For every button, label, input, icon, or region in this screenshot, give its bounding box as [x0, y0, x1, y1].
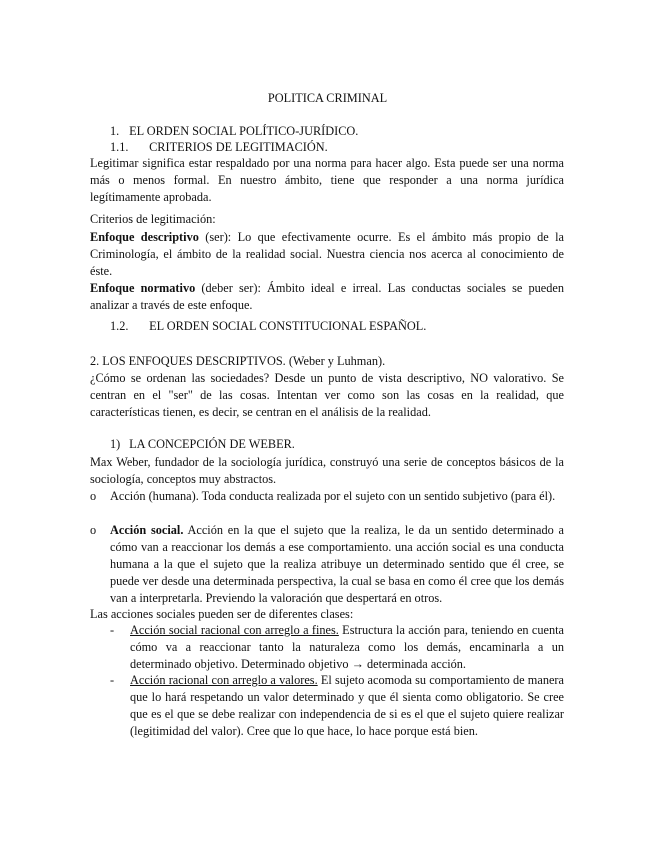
bullet-bold: Acción social.	[110, 523, 184, 537]
paragraph-enfoque-descriptivo	[90, 229, 564, 280]
sub-item-marker: -	[110, 673, 115, 687]
paragraph-legitimar: Legitimar significa estar respaldado por una norma para hacer algo. Esta puede ser una norma más o menos formal. En nuestro ámbito, tiene que responder a una norma jurídica legítimamente aprobada.	[90, 156, 564, 204]
sub-item-title: Acción social racional con arreglo a fines.	[130, 623, 339, 637]
section-title: EL ORDEN SOCIAL CONSTITUCIONAL ESPAÑOL.	[149, 319, 427, 333]
sub-item-marker: -	[110, 623, 115, 637]
sub-item	[110, 622, 564, 673]
sub-item-text: Estructura la acción para, teniendo en cuenta cómo va a reaccionar tanto la naturaleza como los demás, encaminarla a un determinado objetivo. Determinado objetivo → determinada acción.	[130, 623, 564, 671]
paragraph-enfoque-normativo	[90, 280, 564, 314]
bold-term: Enfoque normativo	[90, 281, 196, 295]
section-number: 1)	[110, 437, 121, 451]
section-title: CRITERIOS DE LEGITIMACIÓN.	[149, 140, 328, 154]
section-title: LA CONCEPCIÓN DE WEBER.	[129, 437, 295, 451]
paragraph-criterios: Criterios de legitimación:	[90, 212, 216, 226]
section-number: 1.2.	[110, 319, 129, 333]
paragraph-max-weber: Max Weber, fundador de la sociología jurídica, construyó una serie de conceptos básicos de la sociología, conceptos muy abstractos.	[90, 455, 564, 486]
bullet-text: Acción (humana). Toda conducta realizada por el sujeto con un sentido subjetivo (para él).	[110, 489, 556, 503]
definition-text: (deber ser): Ámbito ideal e irreal. Las conductas sociales se pueden analizar a través de este enfoque.	[90, 281, 564, 312]
bullet-item	[90, 488, 564, 505]
section-heading-weber	[110, 436, 295, 453]
section-heading-2: 2. LOS ENFOQUES DESCRIPTIVOS. (Weber y Luhman).	[90, 354, 386, 368]
bullet-text: Acción en la que el sujeto que la realiza, le da un sentido determinado a cómo van a reaccionar los demás a ese comportamiento. una acción social es una conducta humana a la que el sujeto que la realiza atribuye un determinado sentido que él cree, se puede ver desde una determinada perspectiva, la cual se basa en como él cree que los demás van a interpretarla. Previendo la valoración que despertará en otros.	[110, 523, 564, 605]
section-heading-1-2	[110, 318, 426, 335]
paragraph-enfoques: ¿Cómo se ordenan las sociedades? Desde un punto de vista descriptivo, NO valorativo. Se centran en el "ser" de las cosas. Intentan ver como son las cosas en la realidad, que características tienen, es decir, se centran en el análisis de la realidad.	[90, 371, 564, 419]
section-heading-1-1	[110, 139, 328, 156]
page-title: POLITICA CRIMINAL	[267, 91, 388, 105]
paragraph-clases: Las acciones sociales pueden ser de diferentes clases:	[90, 607, 354, 621]
section-title: EL ORDEN SOCIAL POLÍTICO-JURÍDICO.	[129, 124, 359, 138]
sub-item-text: El sujeto acomoda su comportamiento de manera que lo hará respetando un valor determinado y que él sienta como obligatorio. Se cree que es el que se debe realizar con independencia de si es el que el sujeto quiere realizar (legitimidad del valor). Cree que lo que hace, lo hace porque está bien.	[130, 673, 564, 738]
section-number: 1.	[110, 124, 120, 138]
bullet-marker: o	[90, 489, 97, 503]
section-heading-1	[110, 123, 358, 140]
bullet-marker: o	[90, 523, 97, 537]
definition-text: (ser): Lo que efectivamente ocurre. Es el ámbito más propio de la Criminología, el ámbito de la realidad social. Nuestra ciencia nos acerca al conocimiento de éste.	[90, 230, 564, 278]
sub-item-title: Acción racional con arreglo a valores.	[130, 673, 318, 687]
bold-term: Enfoque descriptivo	[90, 230, 199, 244]
section-number: 1.1.	[110, 140, 129, 154]
sub-item	[110, 672, 564, 740]
bullet-item	[90, 522, 564, 607]
